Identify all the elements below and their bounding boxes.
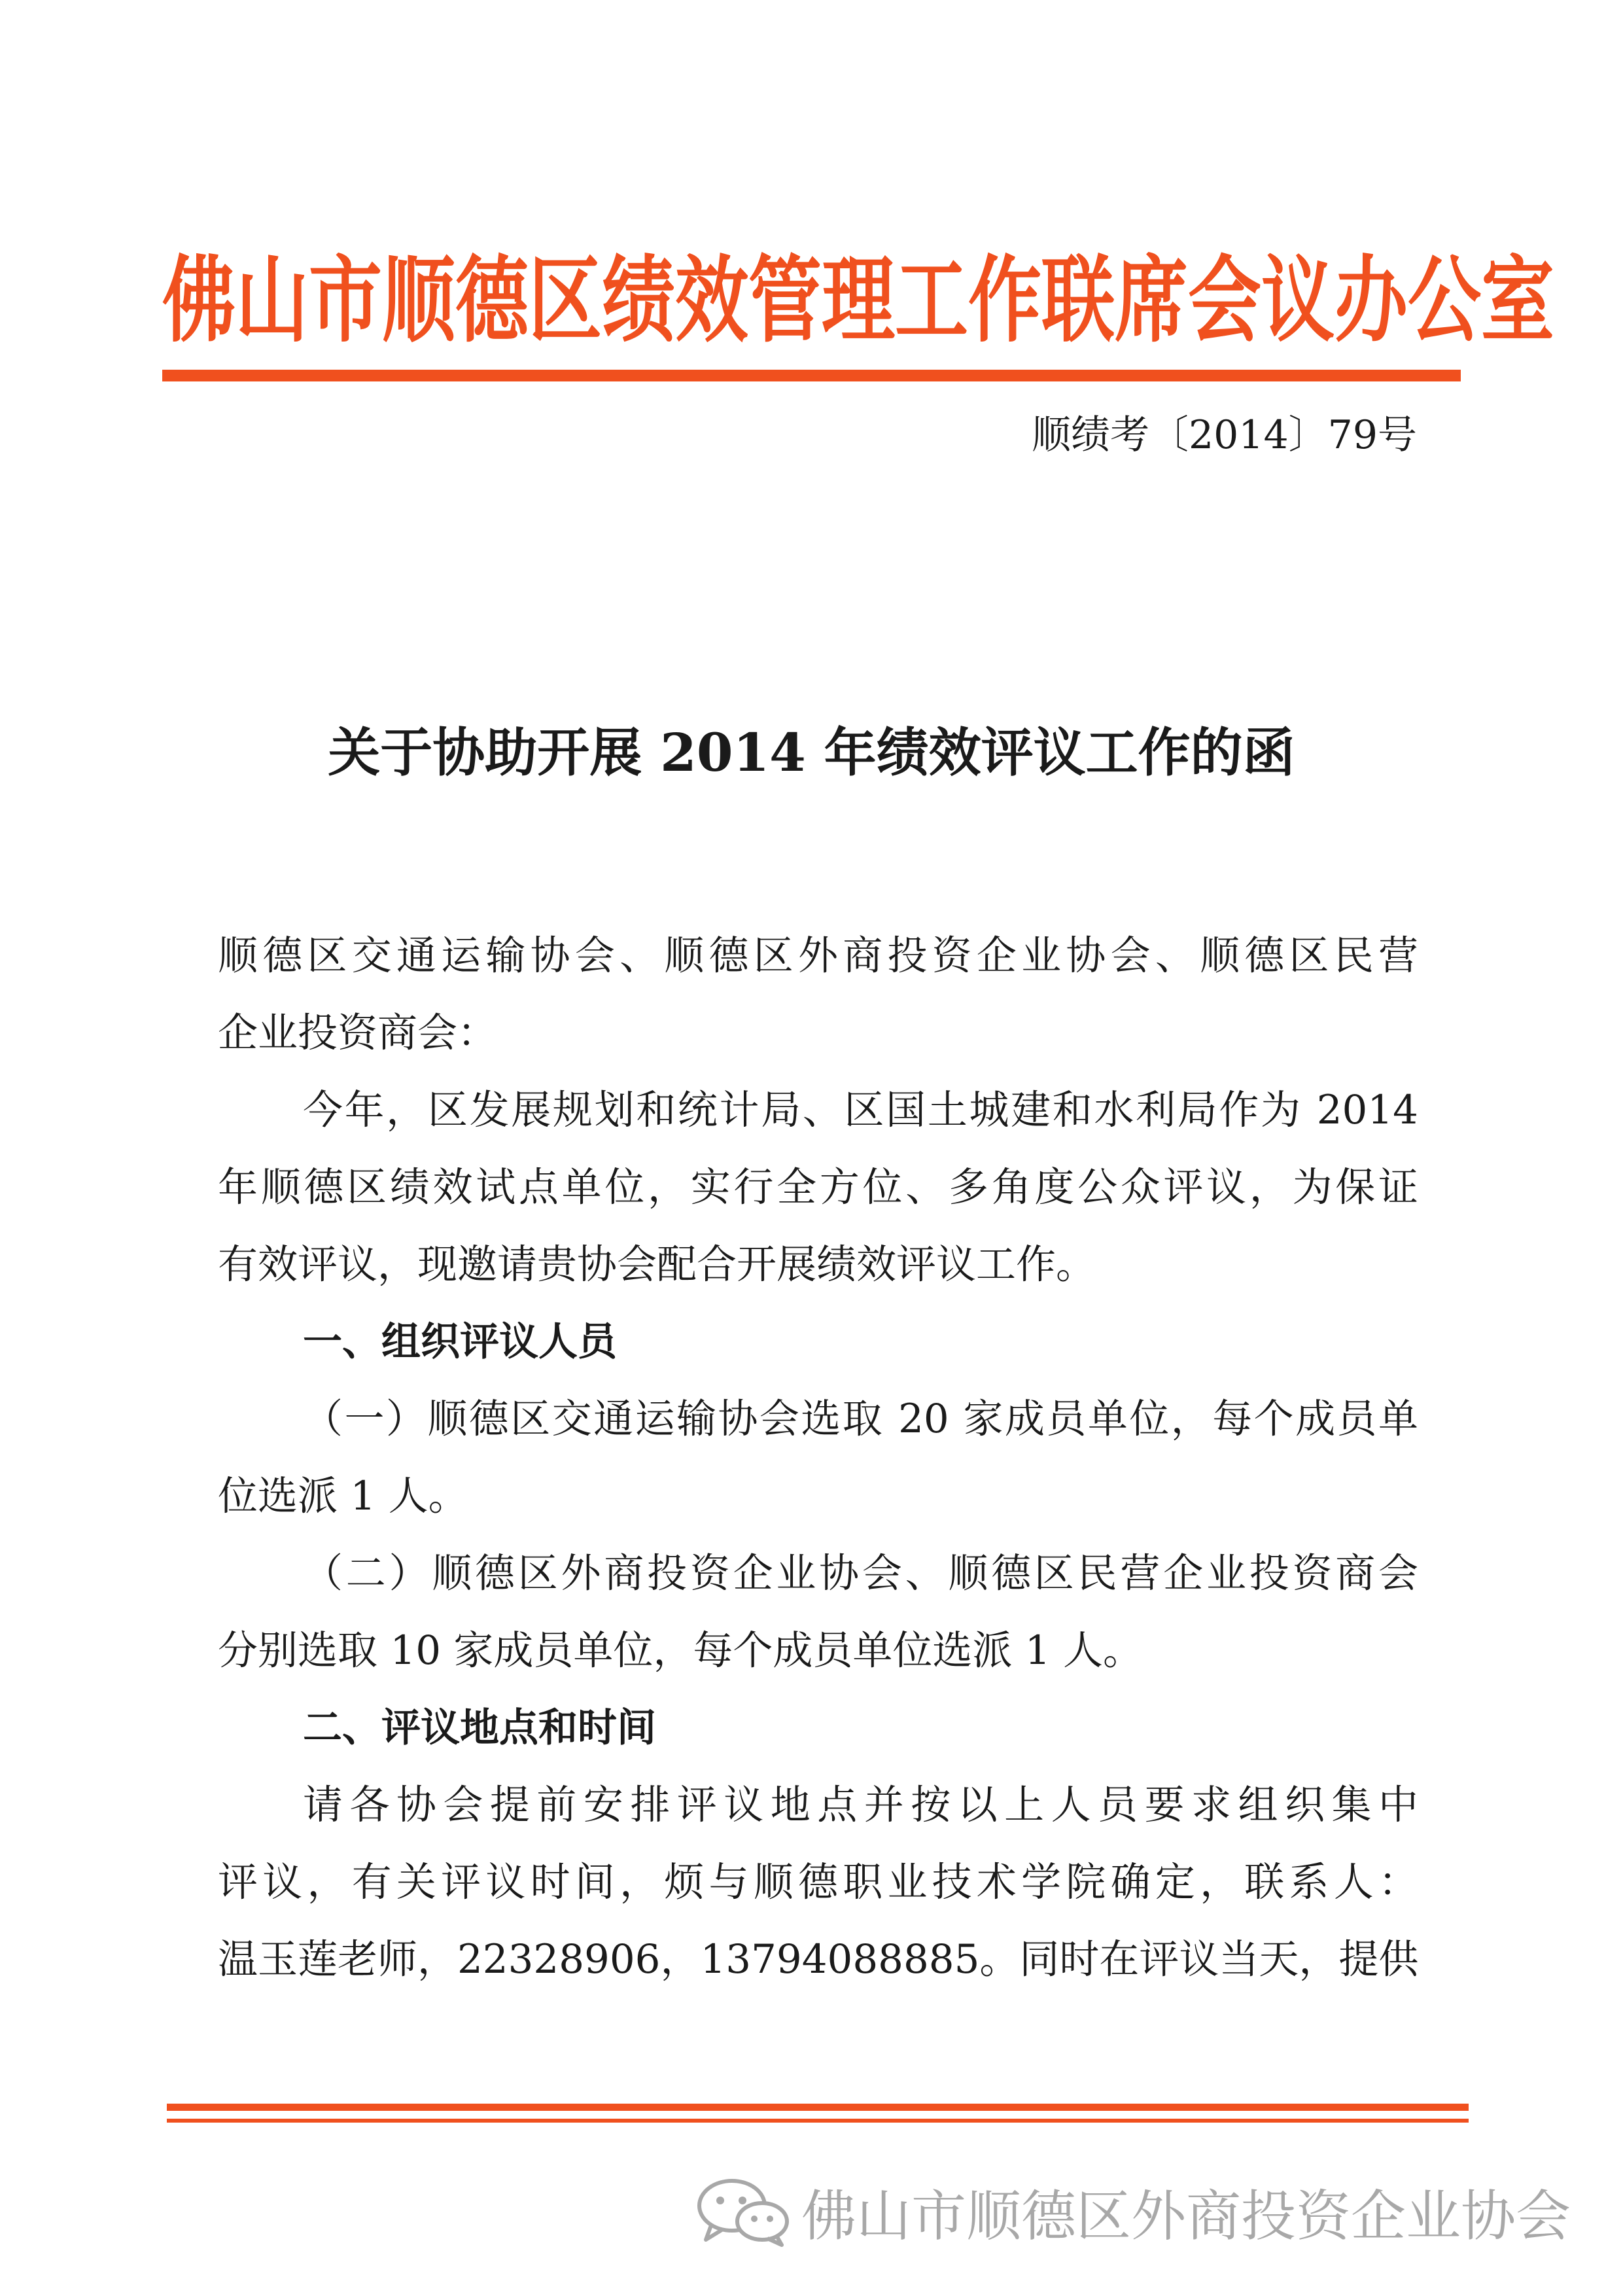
footer-red-rule-thin bbox=[167, 2119, 1469, 2123]
paragraph-line: （一）顺德区交通运输协会选取 20 家成员单位，每个成员单 bbox=[303, 1396, 1418, 1442]
paragraph-line: 温玉莲老师，22328906，13794088885。同时在评议当天，提供 bbox=[218, 1936, 1418, 1983]
document-title: 关于协助开展 2014 年绩效评议工作的函 bbox=[328, 722, 1295, 783]
paragraph-line: 有效评议，现邀请贵协会配合开展绩效评议工作。 bbox=[218, 1241, 1096, 1288]
wechat-icon bbox=[694, 2176, 792, 2248]
document-body bbox=[218, 917, 1418, 1998]
watermark bbox=[694, 2176, 1571, 2248]
paragraph-line: （二）顺德区外商投资企业协会、顺德区民营企业投资商会 bbox=[303, 1550, 1418, 1597]
section-heading: 二、评议地点和时间 bbox=[303, 1705, 656, 1751]
paragraph-line: 请各协会提前安排评议地点并按以上人员要求组织集中 bbox=[303, 1782, 1418, 1828]
paragraph-line: 位选派 1 人。 bbox=[218, 1473, 468, 1519]
watermark-text: 佛山市顺德区外商投资企业协会 bbox=[801, 2183, 1571, 2248]
addressee-line: 企业投资商会： bbox=[218, 1010, 498, 1056]
paragraph-line: 今年，区发展规划和统计局、区国土城建和水利局作为 2014 bbox=[303, 1087, 1418, 1133]
issuing-organization: 佛山市顺德区绩效管理工作联席会议办公室 bbox=[162, 246, 1554, 356]
footer-red-rule bbox=[167, 2104, 1469, 2111]
section-heading: 一、组织评议人员 bbox=[303, 1319, 617, 1365]
header-red-rule bbox=[162, 370, 1461, 381]
paragraph-line: 评议，有关评议时间，烦与顺德职业技术学院确定，联系人： bbox=[218, 1859, 1418, 1905]
addressee-line: 顺德区交通运输协会、顺德区外商投资企业协会、顺德区民营 bbox=[218, 932, 1418, 979]
paragraph-line: 分别选取 10 家成员单位，每个成员单位选派 1 人。 bbox=[218, 1627, 1143, 1674]
paragraph-line: 年顺德区绩效试点单位，实行全方位、多角度公众评议，为保证 bbox=[218, 1164, 1418, 1210]
document-number: 顺绩考〔2014〕79号 bbox=[1031, 412, 1417, 458]
